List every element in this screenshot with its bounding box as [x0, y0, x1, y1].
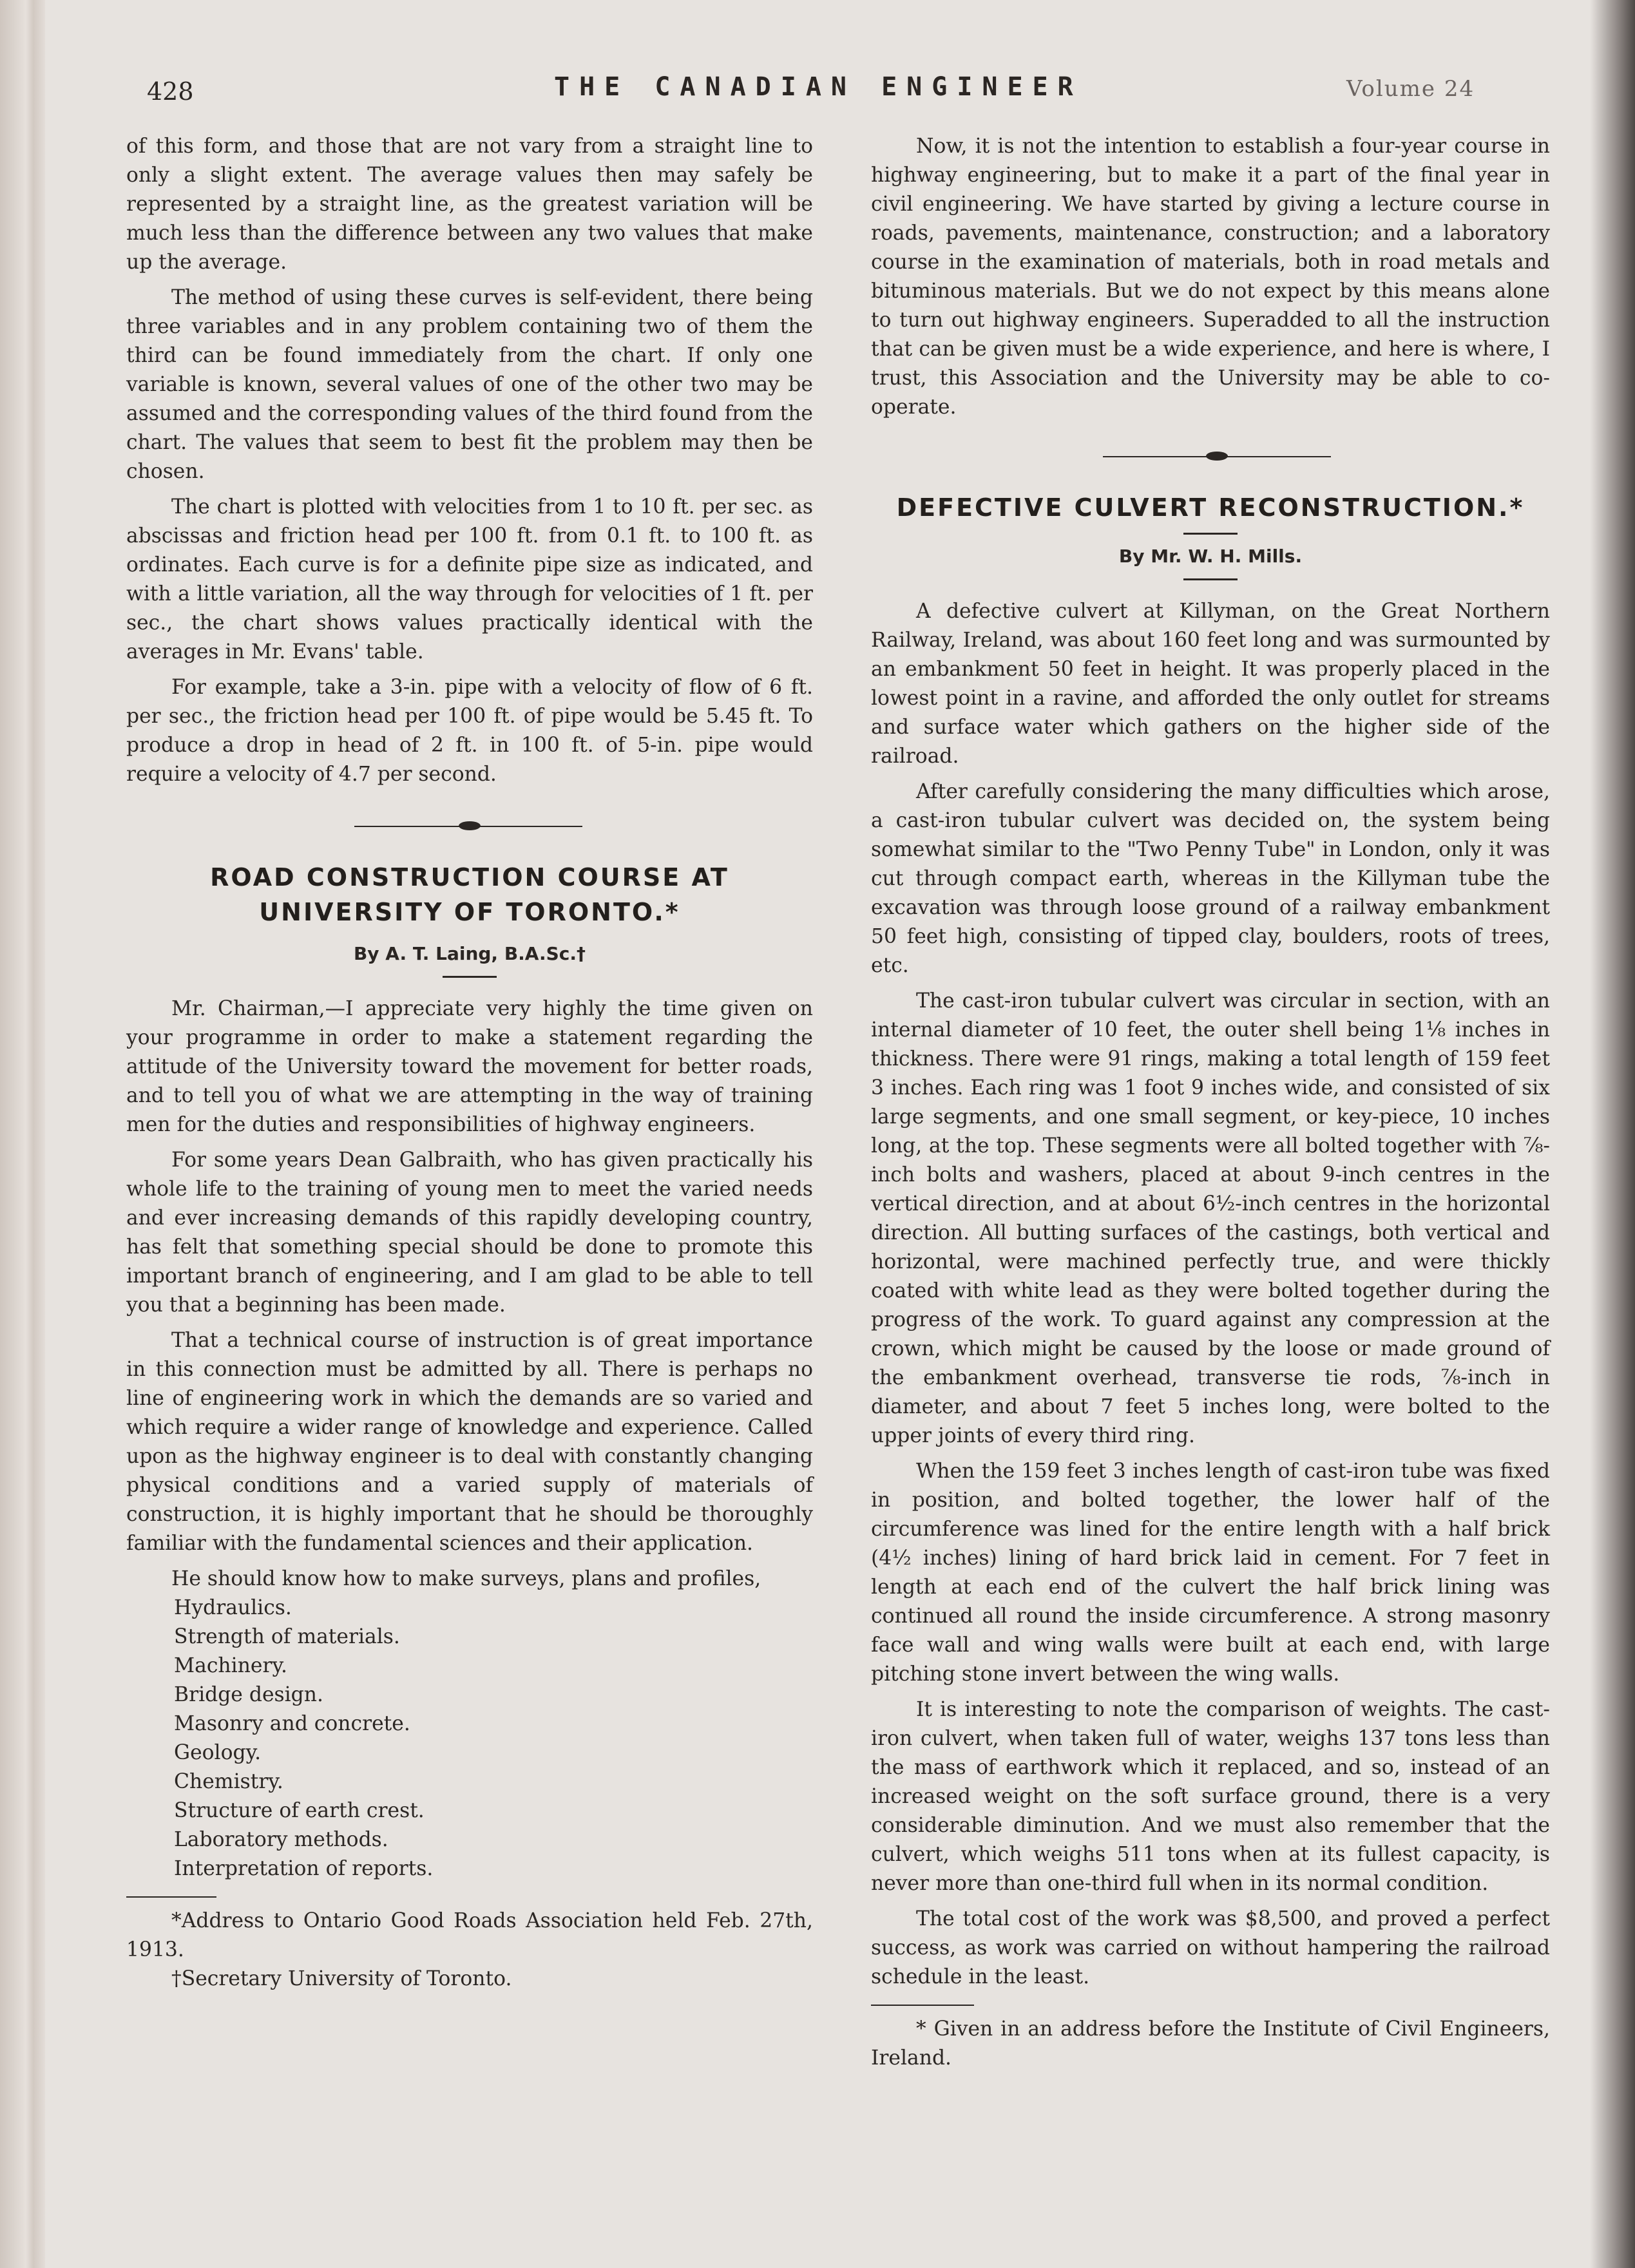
- paragraph: For example, take a 3-in. pipe with a velocity of flow of 6 ft. per sec., the friction head per 100 ft. of pipe would be 5.45 ft. To produce a drop in head of 2 ft. in 100 ft. of 5-in. pipe would require a velocity of 4.7 per second.: [126, 676, 813, 786]
- list-item: Bridge design.: [174, 1683, 323, 1706]
- list-item: Laboratory methods.: [174, 1828, 388, 1851]
- list-item: Masonry and concrete.: [174, 1712, 410, 1735]
- section-divider-ornament: [871, 435, 1550, 480]
- paragraph: Now, it is not the intention to establish a four-year course in highway engineering, but to make it a part of the final year in civil engineering. We have started by giving a lecture course in roads, pavements, maintenance, construction; and a laboratory course in the examination of materials, both in road metals and bituminous materials. But we do not expect by this means alone to turn out highway engineers. Superadded to all the instruction that can be given must be a wide experience, and here is where, I trust, this Association and the University may be able to co-operate.: [871, 135, 1550, 419]
- volume-label: Volume 24: [1346, 76, 1475, 102]
- section-divider-ornament: [126, 805, 813, 850]
- paragraph: of this form, and those that are not vary from a straight line to only a slight extent. The average values then may safely be represented by a straight line, as the greatest variation will be much less than the difference between any two values that make up the average.: [126, 135, 813, 274]
- subject-list: [126, 1594, 813, 1883]
- article-byline: By A. T. Laing, B.A.Sc.†: [353, 943, 586, 964]
- list-item: Geology.: [174, 1741, 262, 1764]
- paragraph: A defective culvert at Killyman, on the Great Northern Railway, Ireland, was about 160 feet long and was surmounted by an embankment 50 feet in height. It was properly placed in the lowest point in a ravine, and afforded the only outlet for streams and surface water which gathers on the higher side of the railroad.: [871, 600, 1550, 768]
- page-number: 428: [147, 77, 194, 106]
- paragraph: The total cost of the work was $8,500, and proved a perfect success, as work was carried on without hampering the railroad schedule in the least.: [871, 1907, 1550, 1988]
- page-binding-shadow: [0, 0, 45, 2268]
- list-item: Strength of materials.: [174, 1625, 400, 1648]
- paragraph: The cast-iron tubular culvert was circular in section, with an internal diameter of 10 feet, the outer shell being 1⅛ inches in thickness. There were 91 rings, making a total length of 159 feet 3 inches. Each ring was 1 foot 9 inches wide, and consisted of six large segments, and one small segment, or key-piece, 10 inches long, at the top. These segments were all bolted together with ⅞-inch bolts and washers, placed at about 9-inch centres in the vertical direction, and at about 6½-inch centres in the horizontal direction. All butting surfaces of the castings, both vertical and horizontal, were machined perfectly true, and were thickly coated with white lead as they were bolted together during the progress of the work. To guard against any compression at the crown, which might be caused by the loose or made ground of the embankment overhead, transverse tie rods, ⅞-inch in diameter, and about 7 feet 5 inches long, were bolted to the upper joints of every third ring.: [871, 989, 1550, 1447]
- footnote-rule: [871, 2005, 974, 2006]
- page-header: [0, 71, 1635, 110]
- list-item: Chemistry.: [174, 1770, 283, 1793]
- article-byline: By Mr. W. H. Mills.: [1118, 546, 1303, 567]
- list-item: Hydraulics.: [174, 1596, 292, 1619]
- footnote: * Given in an address before the Institute of Civil Engineers, Ireland.: [871, 2017, 1550, 2070]
- paragraph: The method of using these curves is self-evident, there being three variables and in any problem containing two of them the third can be found immediately from the chart. If only one variable is known, several values of one of the other two may be assumed and the corresponding values of the third found from the chart. The values that seem to best fit the problem may then be chosen.: [126, 286, 813, 483]
- article-title: ROAD CONSTRUCTION COURSE AT UNIVERSITY OF TORONTO.*: [210, 863, 729, 926]
- paragraph: When the 159 feet 3 inches length of cast-iron tube was fixed in position, and bolted together, the lower half of the circumference was lined for the entire length with a half brick (4½ inches) lining of hard brick laid in cement. For 7 feet in length at each end of the culvert the half brick lining was continued all round the inside circumference. A strong masonry face wall and wing walls were built at each end, with large pitching stone invert between the wing walls.: [871, 1460, 1550, 1686]
- paragraph: It is interesting to note the comparison of weights. The cast-iron culvert, when taken full of water, weighs 137 tons less than the mass of earthwork which it replaced, and so, instead of an increased weight on the soft surface ground, there is a very considerable diminution. And we must also remember that the culvert, which weighs 511 tons when at its fullest capacity, is never more than one-third full when in its normal condition.: [871, 1698, 1550, 1895]
- list-item: Machinery.: [174, 1654, 288, 1677]
- paragraph: For some years Dean Galbraith, who has given practically his whole life to the training of young men to meet the varied needs and ever increasing demands of this rapidly developing country, has felt that something special should be done to promote this important branch of engineering, and I am glad to be able to tell you that a beginning has been made.: [126, 1148, 813, 1317]
- left-column: [126, 132, 813, 1994]
- article-title: DEFECTIVE CULVERT RECONSTRUCTION.*: [896, 493, 1525, 522]
- list-item: Structure of earth crest.: [174, 1799, 425, 1822]
- footnote-rule: [126, 1896, 216, 1898]
- paragraph: Mr. Chairman,—I appreciate very highly the time given on your programme in order to make a statement regarding the attitude of the University toward the movement for better roads, and to tell you of what we are attempting in the way of training men for the duties and responsibilities of highway engineers.: [126, 997, 813, 1136]
- footnote: *Address to Ontario Good Roads Association held Feb. 27th, 1913.: [126, 1909, 813, 1961]
- paragraph: After carefully considering the many difficulties which arose, a cast-iron tubular culvert was decided on, the system being somewhat similar to the "Two Penny Tube" in London, only it was cut through compact earth, whereas in the Killyman tube the excavation was through loose ground of a railway embankment 50 feet high, consisting of tipped clay, boulders, roots of trees, etc.: [871, 780, 1550, 977]
- page-edge-shadow: [1590, 0, 1635, 2268]
- running-title: THE CANADIAN ENGINEER: [554, 72, 1083, 102]
- paragraph: He should know how to make surveys, plans and profiles,: [171, 1567, 761, 1590]
- right-column: [871, 132, 1550, 2073]
- list-item: Interpretation of reports.: [174, 1857, 434, 1880]
- paragraph: That a technical course of instruction is of great importance in this connection must be admitted by all. There is perhaps no line of engineering work in which the demands are so varied and which require a wider range of knowledge and experience. Called upon as the highway engineer is to deal with constantly changing physical conditions and a varied supply of materials of construction, it is highly important that he should be thoroughly familiar with the fundamental sciences and their application.: [126, 1329, 813, 1555]
- paragraph: The chart is plotted with velocities from 1 to 10 ft. per sec. as abscissas and friction head per 100 ft. from 0.1 ft. to 100 ft. as ordinates. Each curve is for a definite pipe size as indicated, and with a little variation, all the way through for velocities of 1 ft. per sec., the chart shows values practically identical with the averages in Mr. Evans' table.: [126, 495, 813, 663]
- footnote: †Secretary University of Toronto.: [171, 1967, 512, 1990]
